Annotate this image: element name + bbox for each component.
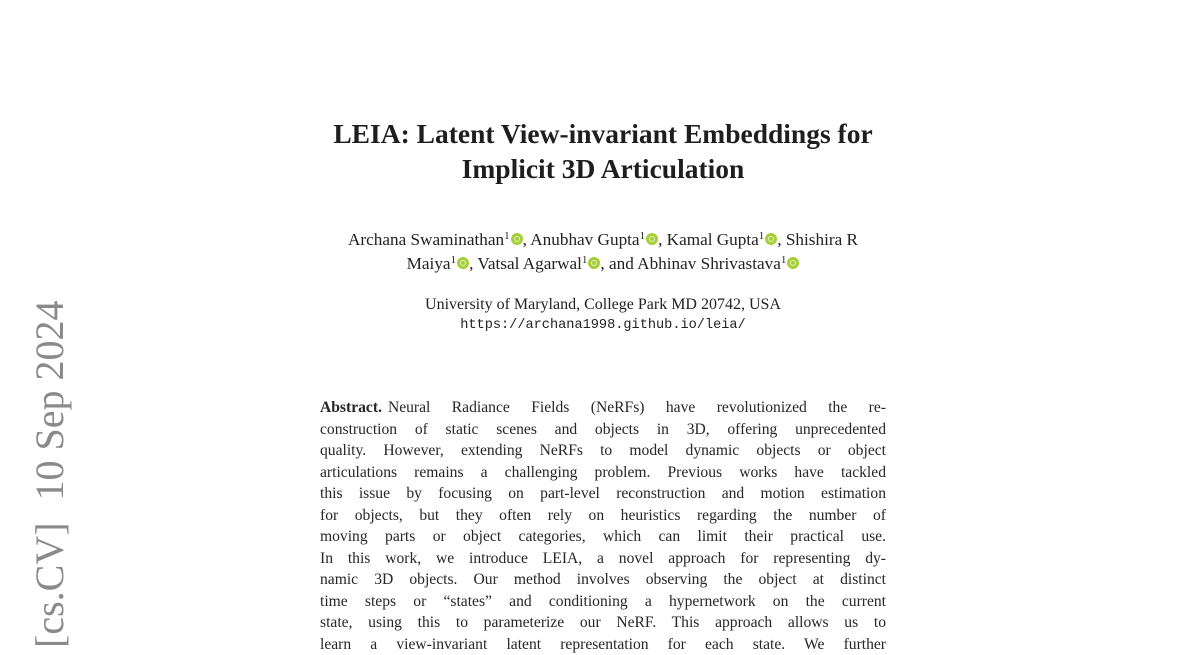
orcid-icon[interactable] [765, 233, 777, 245]
orcid-icon[interactable] [787, 257, 799, 269]
affiliation-mark: 1 [781, 254, 787, 266]
abstract-line [320, 397, 886, 419]
author-name: Abhinav Shrivastava [637, 254, 781, 273]
author-name-continued: Maiya [407, 254, 451, 273]
paper-title [200, 116, 1006, 186]
affiliation-mark: 1 [640, 230, 646, 242]
title-line-1: LEIA: Latent View-invariant Embeddings for [333, 118, 872, 149]
orcid-icon[interactable] [511, 233, 523, 245]
abstract [320, 397, 886, 655]
author-name: Shishira R [786, 230, 858, 249]
author-separator: , [777, 230, 786, 249]
orcid-icon[interactable] [588, 257, 600, 269]
abstract-line: time steps or “states” and conditioning a hypernetwork on the current [320, 591, 886, 613]
author-separator: , and [600, 254, 637, 273]
author-list [260, 228, 946, 276]
orcid-icon[interactable] [457, 257, 469, 269]
arxiv-stamp [30, 300, 70, 648]
affiliation: University of Maryland, College Park MD 20742, USA [260, 294, 946, 315]
title-line-2: Implicit 3D Articulation [462, 153, 745, 184]
affiliation-mark: 1 [451, 254, 457, 266]
arxiv-date: 10 Sep 2024 [27, 300, 72, 500]
author-separator: , [523, 230, 531, 249]
project-url[interactable]: https://archana1998.github.io/leia/ [260, 316, 946, 336]
author-name: Archana Swaminathan [348, 230, 504, 249]
author-separator: , [469, 254, 477, 273]
abstract-line: In this work, we introduce LEIA, a novel approach for representing dy- [320, 548, 886, 570]
author-name: Kamal Gupta [667, 230, 759, 249]
author-name: Vatsal Agarwal [477, 254, 582, 273]
abstract-text: Neural Radiance Fields (NeRFs) have revolutionized the re- [388, 399, 886, 416]
abstract-line: moving parts or object categories, which can limit their practical use. [320, 526, 886, 548]
affiliation-mark: 1 [582, 254, 588, 266]
abstract-line: state, using this to parameterize our NeRF. This approach allows us to [320, 612, 886, 634]
abstract-line: learn a view-invariant latent representation for each state. We further [320, 634, 886, 655]
abstract-line: for objects, but they often rely on heuristics regarding the number of [320, 505, 886, 527]
author-name: Anubhav Gupta [530, 230, 639, 249]
author-separator: , [658, 230, 667, 249]
arxiv-category: [cs.CV] [27, 522, 72, 648]
abstract-line: namic 3D objects. Our method involves observing the object at distinct [320, 569, 886, 591]
abstract-line: this issue by focusing on part-level reconstruction and motion estimation [320, 483, 886, 505]
orcid-icon[interactable] [646, 233, 658, 245]
abstract-line: articulations remains a challenging problem. Previous works have tackled [320, 462, 886, 484]
affiliation-mark: 1 [759, 230, 765, 242]
abstract-line: quality. However, extending NeRFs to model dynamic objects or object [320, 440, 886, 462]
affiliation-mark: 1 [504, 230, 510, 242]
abstract-line: construction of static scenes and objects in 3D, offering unprecedented [320, 419, 886, 441]
abstract-label: Abstract. [320, 399, 382, 416]
